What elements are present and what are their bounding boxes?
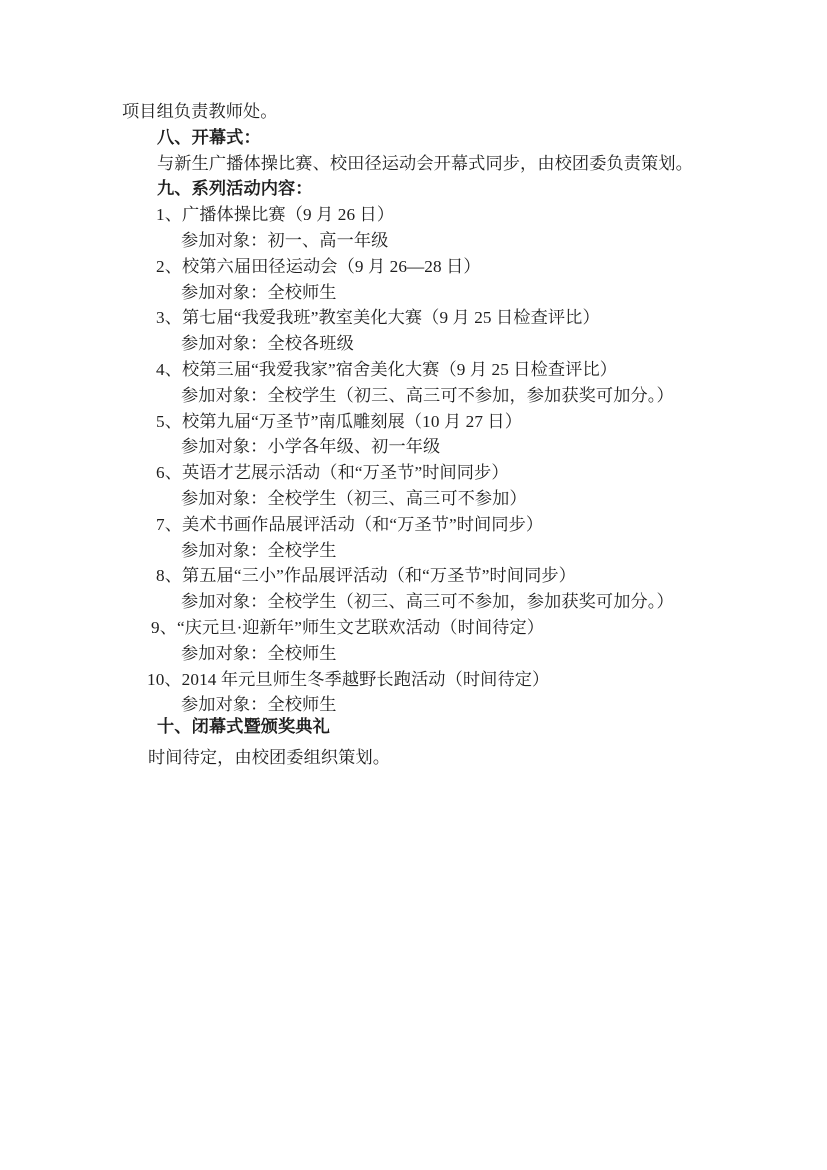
section-heading-opening-ceremony: 八、开幕式： (157, 127, 261, 147)
activity-item-participants: 参加对象：全校师生 (181, 643, 337, 663)
section-heading-closing-ceremony: 十、闭幕式暨颁奖典礼 (157, 717, 330, 737)
activity-item-title: 10、2014 年元旦师生冬季越野长跑活动（时间待定） (147, 669, 550, 689)
opening-ceremony-body: 与新生广播体操比赛、校田径运动会开幕式同步，由校团委负责策划。 (157, 153, 693, 173)
activity-item-title: 5、校第九届“万圣节”南瓜雕刻展（10 月 27 日） (156, 411, 523, 431)
activity-item-participants: 参加对象：全校学生（初三、高三可不参加） (181, 488, 527, 508)
activity-item-title: 3、第七届“我爱我班”教室美化大赛（9 月 25 日检查评比） (156, 308, 600, 328)
activity-item-participants: 参加对象：全校学生 (181, 540, 337, 560)
activity-item-participants: 参加对象：全校学生（初三、高三可不参加，参加获奖可加分。） (181, 385, 674, 405)
section-heading-series-activities: 九、系列活动内容： (157, 179, 313, 199)
paragraph-continuation: 项目组负责教师处。 (122, 102, 278, 121)
activity-item-participants: 参加对象：全校师生 (181, 282, 337, 302)
activity-item-title: 2、校第六届田径运动会（9 月 26—28 日） (156, 256, 481, 276)
activity-item-title: 1、广播体操比赛（9 月 26 日） (156, 205, 395, 225)
activity-item-participants: 参加对象：初一、高一年级 (181, 230, 389, 250)
activity-item-participants: 参加对象：小学各年级、初一年级 (181, 437, 441, 457)
activity-item-title: 4、校第三届“我爱我家”宿舍美化大赛（9 月 25 日检查评比） (156, 359, 618, 379)
closing-ceremony-body: 时间待定，由校团委组织策划。 (148, 747, 391, 767)
activity-item-title: 7、美术书画作品展评活动（和“万圣节”时间同步） (156, 514, 544, 534)
activity-item-title: 8、第五届“三小”作品展评活动（和“万圣节”时间同步） (156, 566, 576, 586)
activity-item-title: 6、英语才艺展示活动（和“万圣节”时间同步） (156, 463, 509, 483)
activity-item-title: 9、“庆元旦·迎新年”师生文艺联欢活动（时间待定） (151, 617, 545, 637)
activity-item-participants: 参加对象：全校学生（初三、高三可不参加，参加获奖可加分。） (181, 592, 674, 612)
activity-item-participants: 参加对象：全校各班级 (181, 334, 354, 354)
document-content (122, 99, 787, 771)
activity-item-participants: 参加对象：全校师生 (181, 695, 337, 715)
